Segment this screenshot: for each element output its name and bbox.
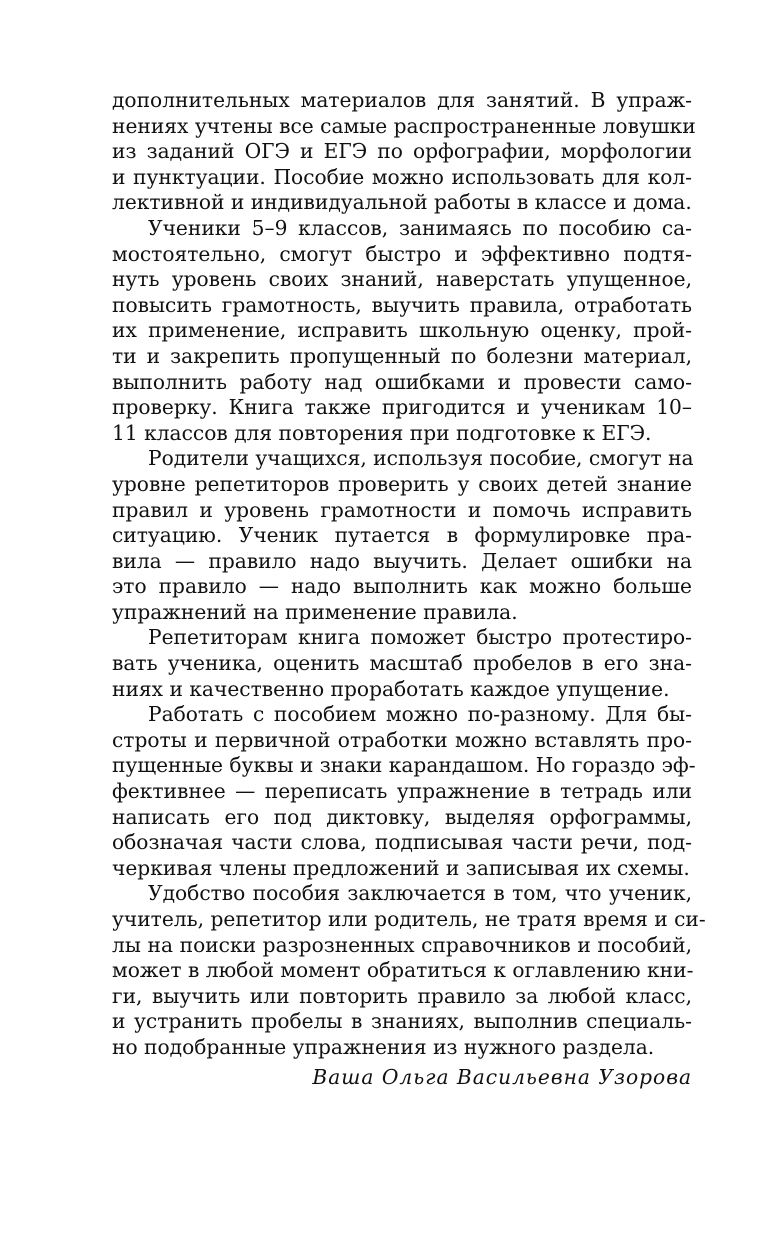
text-line: правил и уровень грамотности и помочь исправить [112,497,692,522]
text-line: мостоятельно, смогут быстро и эффективно подтя- [112,241,692,266]
text-line: пущенные буквы и знаки карандашом. Но гораздо эф- [112,753,696,778]
text-line: лы на поиски разрозненных справочников и пособий, [112,932,692,957]
text-line: ги, выучить или повторить правило за любой класс, [112,983,692,1008]
text-line: 11 классов для повторения при подготовке к ЕГЭ. [112,420,652,445]
text-line: написать его под диктовку, выделяя орфограммы, [112,804,692,829]
text-line: вила — правило надо выучить. Делает ошибки на [112,548,692,573]
text-line: учитель, репетитор или родитель, не тратя время и си- [112,907,706,931]
paragraph [112,702,696,881]
text-line: Удобство пособия заключается в том, что ученик, [148,881,692,906]
paragraph [112,446,692,625]
text-line: ти и закрепить пропущенный по болезни материал, [112,343,692,368]
text-line: повысить грамотность, выучить правила, отработать [112,292,692,317]
text-line: фективнее — переписать упражнение в тетрадь или [112,779,692,804]
text-line: вать ученика, оценить масштаб пробелов в его зна- [112,651,692,676]
text-line: ситуацию. Ученик путается в формулировке пра- [112,523,692,548]
page-body [112,88,706,1090]
text-line: лективной и индивидуальной работы в классе и дома. [112,190,692,215]
text-line: это правило — надо выполнить как можно больше [112,574,692,599]
paragraph [112,216,692,446]
text-line: черкивая члены предложений и записывая их схемы. [112,855,690,880]
text-line: выполнить работу над ошибками и провести само- [112,369,692,394]
text-line: но подобранные упражнения из нужного раздела. [112,1034,655,1059]
text-line: строты и первичной отработки можно вставлять про- [112,727,692,752]
text-line: упражнений на применение правила. [112,599,518,624]
text-line: их применение, исправить школьную оценку, прой- [112,318,692,343]
paragraph [112,625,692,702]
text-line: нуть уровень своих знаний, наверстать упущенное, [112,267,692,292]
text-line: обозначая части слова, подписывая части речи, под- [112,830,692,855]
text-line: и устранить пробелы в знаниях, выполнив специаль- [112,1009,692,1034]
text-line: Родители учащихся, используя пособие, смогут на [148,446,694,471]
paragraph [112,881,706,1060]
author-signature: Ваша Ольга Васильевна Узорова [312,1064,692,1089]
text-line: Работать с пособием можно по-разному. Для бы- [148,702,692,727]
text-body [112,88,706,1061]
text-line: проверку. Книга также пригодится и ученикам 10– [112,395,692,420]
text-line: Ученики 5–9 классов, занимаясь по пособию са- [148,215,692,240]
text-line: ниях и качественно проработать каждое упущение. [112,676,670,701]
text-line: дополнительных материалов для занятий. В упраж- [112,88,692,112]
text-line: может в любой момент обратиться к оглавлению кни- [112,958,694,983]
text-line: уровне репетиторов проверить у своих детей знание [112,471,692,496]
paragraph [112,88,696,216]
text-line: Репетиторам книга поможет быстро протестиро- [148,625,692,650]
text-line: и пунктуации. Пособие можно использовать для кол- [112,164,692,189]
text-line: нениях учтены все самые распространенные ловушки [112,113,696,138]
text-line: из заданий ОГЭ и ЕГЭ по орфографии, морфологии [112,139,692,164]
